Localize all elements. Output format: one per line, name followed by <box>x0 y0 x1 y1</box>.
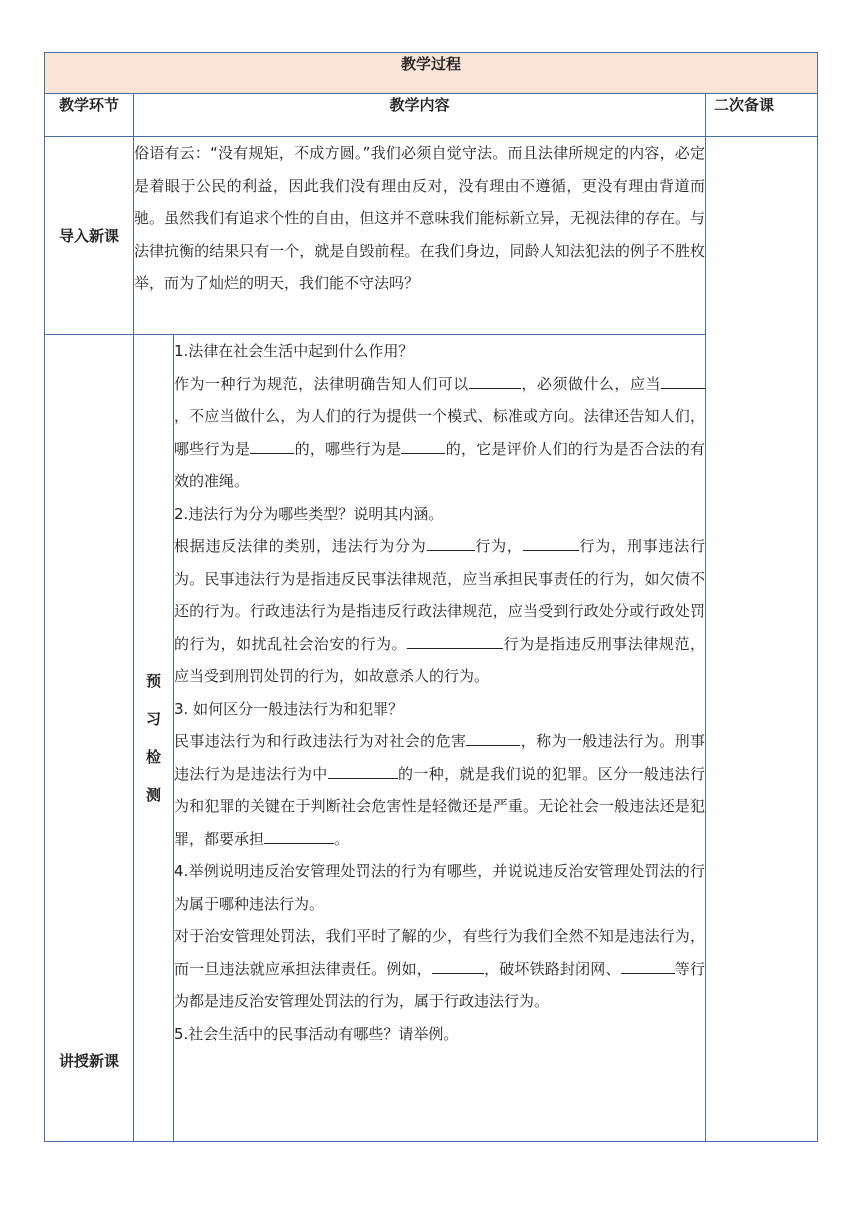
intro-text <box>134 137 706 335</box>
preview-check-label <box>134 335 174 1142</box>
teach-content <box>174 335 706 1142</box>
intro-stage: 导入新课 <box>45 137 134 335</box>
fill-blank[interactable] <box>250 436 294 454</box>
teach-stage: 讲授新课 <box>45 335 134 1142</box>
fill-blank[interactable] <box>401 436 445 454</box>
lesson-table <box>44 52 818 1142</box>
question-3: 3. 如何区分一般违法行为和犯罪？ <box>174 699 404 718</box>
teach-row <box>45 335 818 1142</box>
sub-char: 检 <box>145 748 161 766</box>
fill-blank[interactable] <box>661 371 705 389</box>
fill-blank[interactable] <box>621 956 675 974</box>
question-5: 5.社会生活中的民事活动有哪些？请举例。 <box>174 1024 459 1043</box>
header-row <box>45 94 818 137</box>
header-notes: 二次备课 <box>706 94 818 137</box>
fill-blank[interactable] <box>466 728 520 746</box>
answer-2: 根据违反法律的类别，违法行为分为 行为， 行为，刑事违法行为。民事违法行为是指违反民事法律规范，应当承担民事责任的行为，如欠债不还的行为。行政违法行为是指违反行政法律规范，应当受到行政处分或行政处罚的行为，如扰乱社会治安的行为。 行为是指违反刑事法律规范，应当受到刑罚处罚的行为，如故意杀人的行为。 <box>174 530 705 693</box>
answer-1: 作为一种行为规范，法律明确告知人们可以 ，必须做什么，应当，不应当做什么，为人们的行为提供一个模式、标准或方向。法律还告知人们，哪些行为是 的，哪些行为是 的，它是评价人们的行为是否合法的有效的准绳。 <box>174 368 705 498</box>
table-title: 教学过程 <box>45 53 818 94</box>
header-stage: 教学环节 <box>45 94 134 137</box>
sub-char: 预 <box>145 672 161 690</box>
fill-blank[interactable] <box>427 533 475 551</box>
fill-blank[interactable] <box>469 371 521 389</box>
header-content: 教学内容 <box>134 94 706 137</box>
sub-char: 测 <box>145 786 161 804</box>
intro-row <box>45 137 818 335</box>
notes-cell <box>706 137 818 1142</box>
fill-blank[interactable] <box>407 631 503 649</box>
fill-blank[interactable] <box>328 761 398 779</box>
title-row <box>45 53 818 94</box>
question-4: 4.举例说明违反治安管理处罚法的行为有哪些，并说说违反治安管理处罚法的行为属于哪种违法行为。 <box>174 862 705 913</box>
answer-4: 对于治安管理处罚法，我们平时了解的少，有些行为我们全然不知是违法行为，而一旦违法就应承担法律责任。例如， ，破坏铁路封闭网、 等行为都是违反治安管理处罚法的行为，属于行政违法行为。 <box>174 927 705 1010</box>
answer-3: 民事违法行为和行政违法行为对社会的危害 ，称为一般违法行为。刑事违法行为是违法行为中 的一种，就是我们说的犯罪。区分一般违法行为和犯罪的关键在于判断社会危害性是轻微还是严重。无论社会一般违法还是犯罪，都要承担 。 <box>174 725 705 855</box>
question-1: 1.法律在社会生活中起到什么作用？ <box>174 342 414 360</box>
sub-char: 习 <box>145 710 161 728</box>
fill-blank[interactable] <box>432 956 484 974</box>
fill-blank[interactable] <box>523 533 579 551</box>
intro-paragraph: 俗语有云：“没有规矩，不成方圆。”我们必须自觉守法。而且法律所规定的内容，必定是着眼于公民的利益，因此我们没有理由反对，没有理由不遵循，更没有理由背道而驰。虽然我们有追求个性的自由，但这并不意味我们能标新立异，无视法律的存在。与法律抗衡的结果只有一个，就是自毁前程。在我们身边，同龄人知法犯法的例子不胜枚举，而为了灿烂的明天，我们能不守法吗？ <box>134 144 705 292</box>
question-2: 2.违法行为分为哪些类型？说明其内涵。 <box>174 504 444 523</box>
fill-blank[interactable] <box>264 826 334 844</box>
